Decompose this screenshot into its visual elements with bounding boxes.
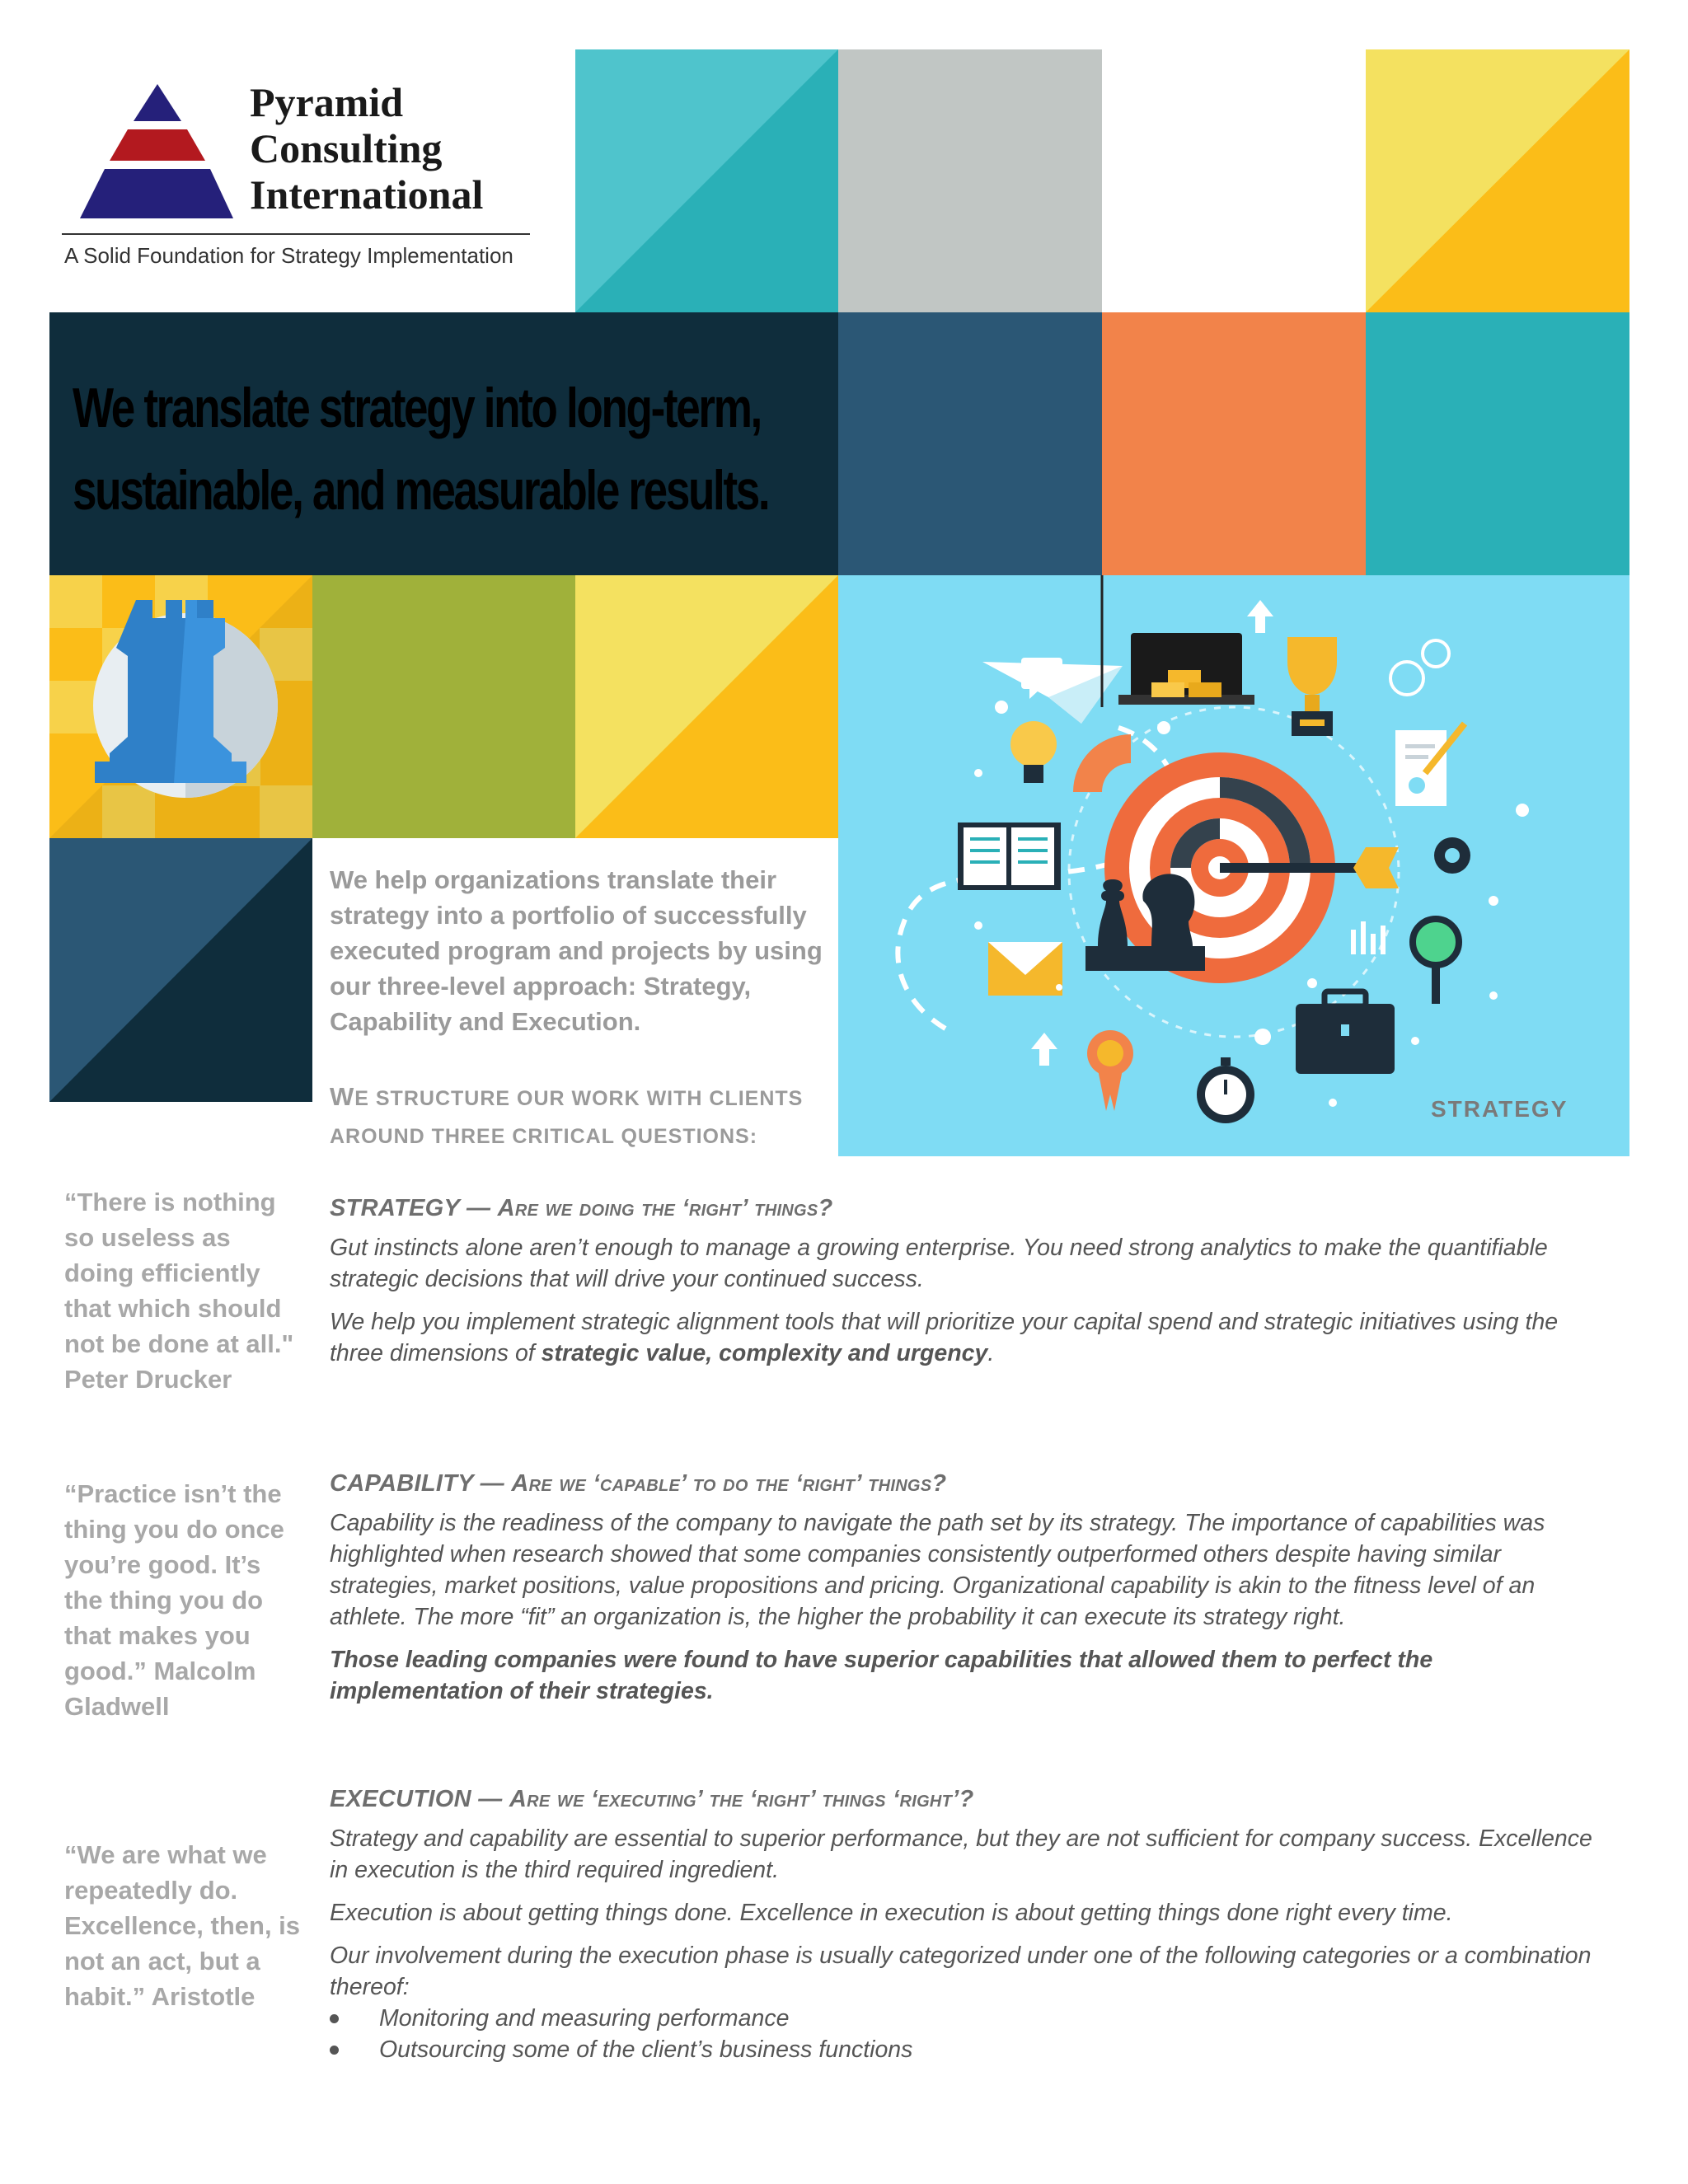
list-item: Monitoring and measuring performance xyxy=(330,2003,1595,2034)
headline-line-2: sustainable, and measurable results. xyxy=(73,459,769,522)
gold-bars-icon xyxy=(1118,633,1254,705)
quote-gladwell: “Practice isn’t the thing you do once you’re good. It’s the thing you do that makes you good.” Malcolm Gladwell xyxy=(64,1479,284,1721)
bullet-icon xyxy=(330,2014,339,2023)
tile-yellow-diagonal xyxy=(1366,49,1629,312)
list-item: Outsourcing some of the client’s business functions xyxy=(330,2034,1595,2065)
headline-line-1: We translate strategy into long-term, xyxy=(73,377,761,439)
quote-aristotle: “We are what we repeatedly do. Excellence, then, is not an act, but a habit.” Aristotle xyxy=(64,1840,301,2011)
quote-drucker: “There is nothing so useless as doing efficiently that which should not be done at all." Peter Drucker xyxy=(64,1188,294,1394)
section-strategy-title: STRATEGY — Are we doing the ‘right’ things? xyxy=(330,1195,833,1221)
strategy-illustration xyxy=(838,575,1629,1156)
badge-icon xyxy=(1087,1030,1133,1111)
structure-rest: E STRUCTURE OUR WORK WITH CLIENTS AROUND THREE CRITICAL QUESTIONS: xyxy=(330,1087,804,1148)
logo-line-2: Consulting xyxy=(250,125,443,171)
logo-tagline: A Solid Foundation for Strategy Implementation xyxy=(64,243,513,268)
tile-teal-diagonal xyxy=(575,49,838,312)
briefcase-icon xyxy=(1296,991,1395,1074)
section-execution xyxy=(330,1783,1595,2065)
gear-icon xyxy=(1434,837,1470,874)
tile-gray xyxy=(838,49,1102,312)
pyramid-logo-icon xyxy=(70,82,243,222)
strategy-dimensions: strategic value, complexity and urgency xyxy=(541,1340,988,1366)
logo-divider xyxy=(62,233,530,235)
illustration-label: STRATEGY xyxy=(1431,1096,1568,1122)
section-execution-p3: Our involvement during the execution phase is usually categorized under one of the following categories or a combination thereof: xyxy=(330,1943,1592,2000)
section-capability-p2: Those leading companies were found to have superior capabilities that allowed them to perfect the implementation of their strategies. xyxy=(330,1647,1433,1704)
structure-first-letter: W xyxy=(330,1082,355,1111)
stopwatch-icon xyxy=(1197,1057,1254,1123)
section-execution-title: EXECUTION — Are we ‘executing’ the ‘right’ things ‘right’? xyxy=(330,1786,974,1812)
section-strategy-p1: Gut instincts alone aren’t enough to manage a growing enterprise. You need strong analytics to make the quantifiable strategic decisions that will drive your continued success. xyxy=(330,1235,1548,1292)
light-bulb-icon xyxy=(1010,721,1057,783)
magnifier-icon xyxy=(1413,919,1459,1004)
tile-navy-diagonal xyxy=(49,838,312,1102)
trophy-icon xyxy=(1287,637,1337,736)
section-capability-title: CAPABILITY — Are we ‘capable’ to do the ‘right’ things? xyxy=(330,1470,947,1497)
tile-yellow-diagonal-2 xyxy=(575,575,838,838)
section-execution-p1: Strategy and capability are essential to superior performance, but they are not sufficient for company success. Excellence in execution is the third required ingredient. xyxy=(330,1825,1592,1883)
tile-chess-rook xyxy=(49,575,312,838)
logo-line-3: International xyxy=(250,171,484,218)
logo-wordmark xyxy=(250,79,483,218)
tile-orange xyxy=(1102,312,1366,575)
logo-line-1: Pyramid xyxy=(250,79,404,125)
bullet-icon xyxy=(330,2046,339,2055)
structure-heading xyxy=(330,1078,824,1155)
tile-olive xyxy=(312,575,575,838)
section-strategy xyxy=(330,1193,1595,1380)
headline xyxy=(73,367,769,532)
intro-paragraph: We help organizations translate their strategy into a portfolio of successfully executed program and projects by using our three-level approach: Strategy, Capability and Execution. xyxy=(330,865,823,1036)
section-execution-p2: Execution is about getting things done. Excellence in execution is about getting things done right every time. xyxy=(330,1900,1453,1926)
envelope-icon xyxy=(988,942,1062,996)
section-strategy-p2: We help you implement strategic alignment tools that will prioritize your capital spend and strategic initiatives using the three dimensions of strategic value, complexity and urgency. xyxy=(330,1309,1559,1366)
section-capability-p1: Capability is the readiness of the company to navigate the path set by its strategy. The importance of capabilities was highlighted when research showed that some companies consistently outperformed others despite having similar strategies, market positions, value propositions and pricing. Organizational capability is akin to the fitness level of an athlete. The more “fit” an organization is, the higher the probability it can execute its strategy right. xyxy=(330,1510,1545,1630)
tile-teal xyxy=(1366,312,1629,575)
gears-icon xyxy=(1390,640,1449,695)
book-icon xyxy=(958,823,1061,890)
report-icon xyxy=(1395,724,1465,806)
execution-list xyxy=(330,2003,1595,2065)
section-capability xyxy=(330,1468,1595,1718)
tile-slate xyxy=(838,312,1102,575)
